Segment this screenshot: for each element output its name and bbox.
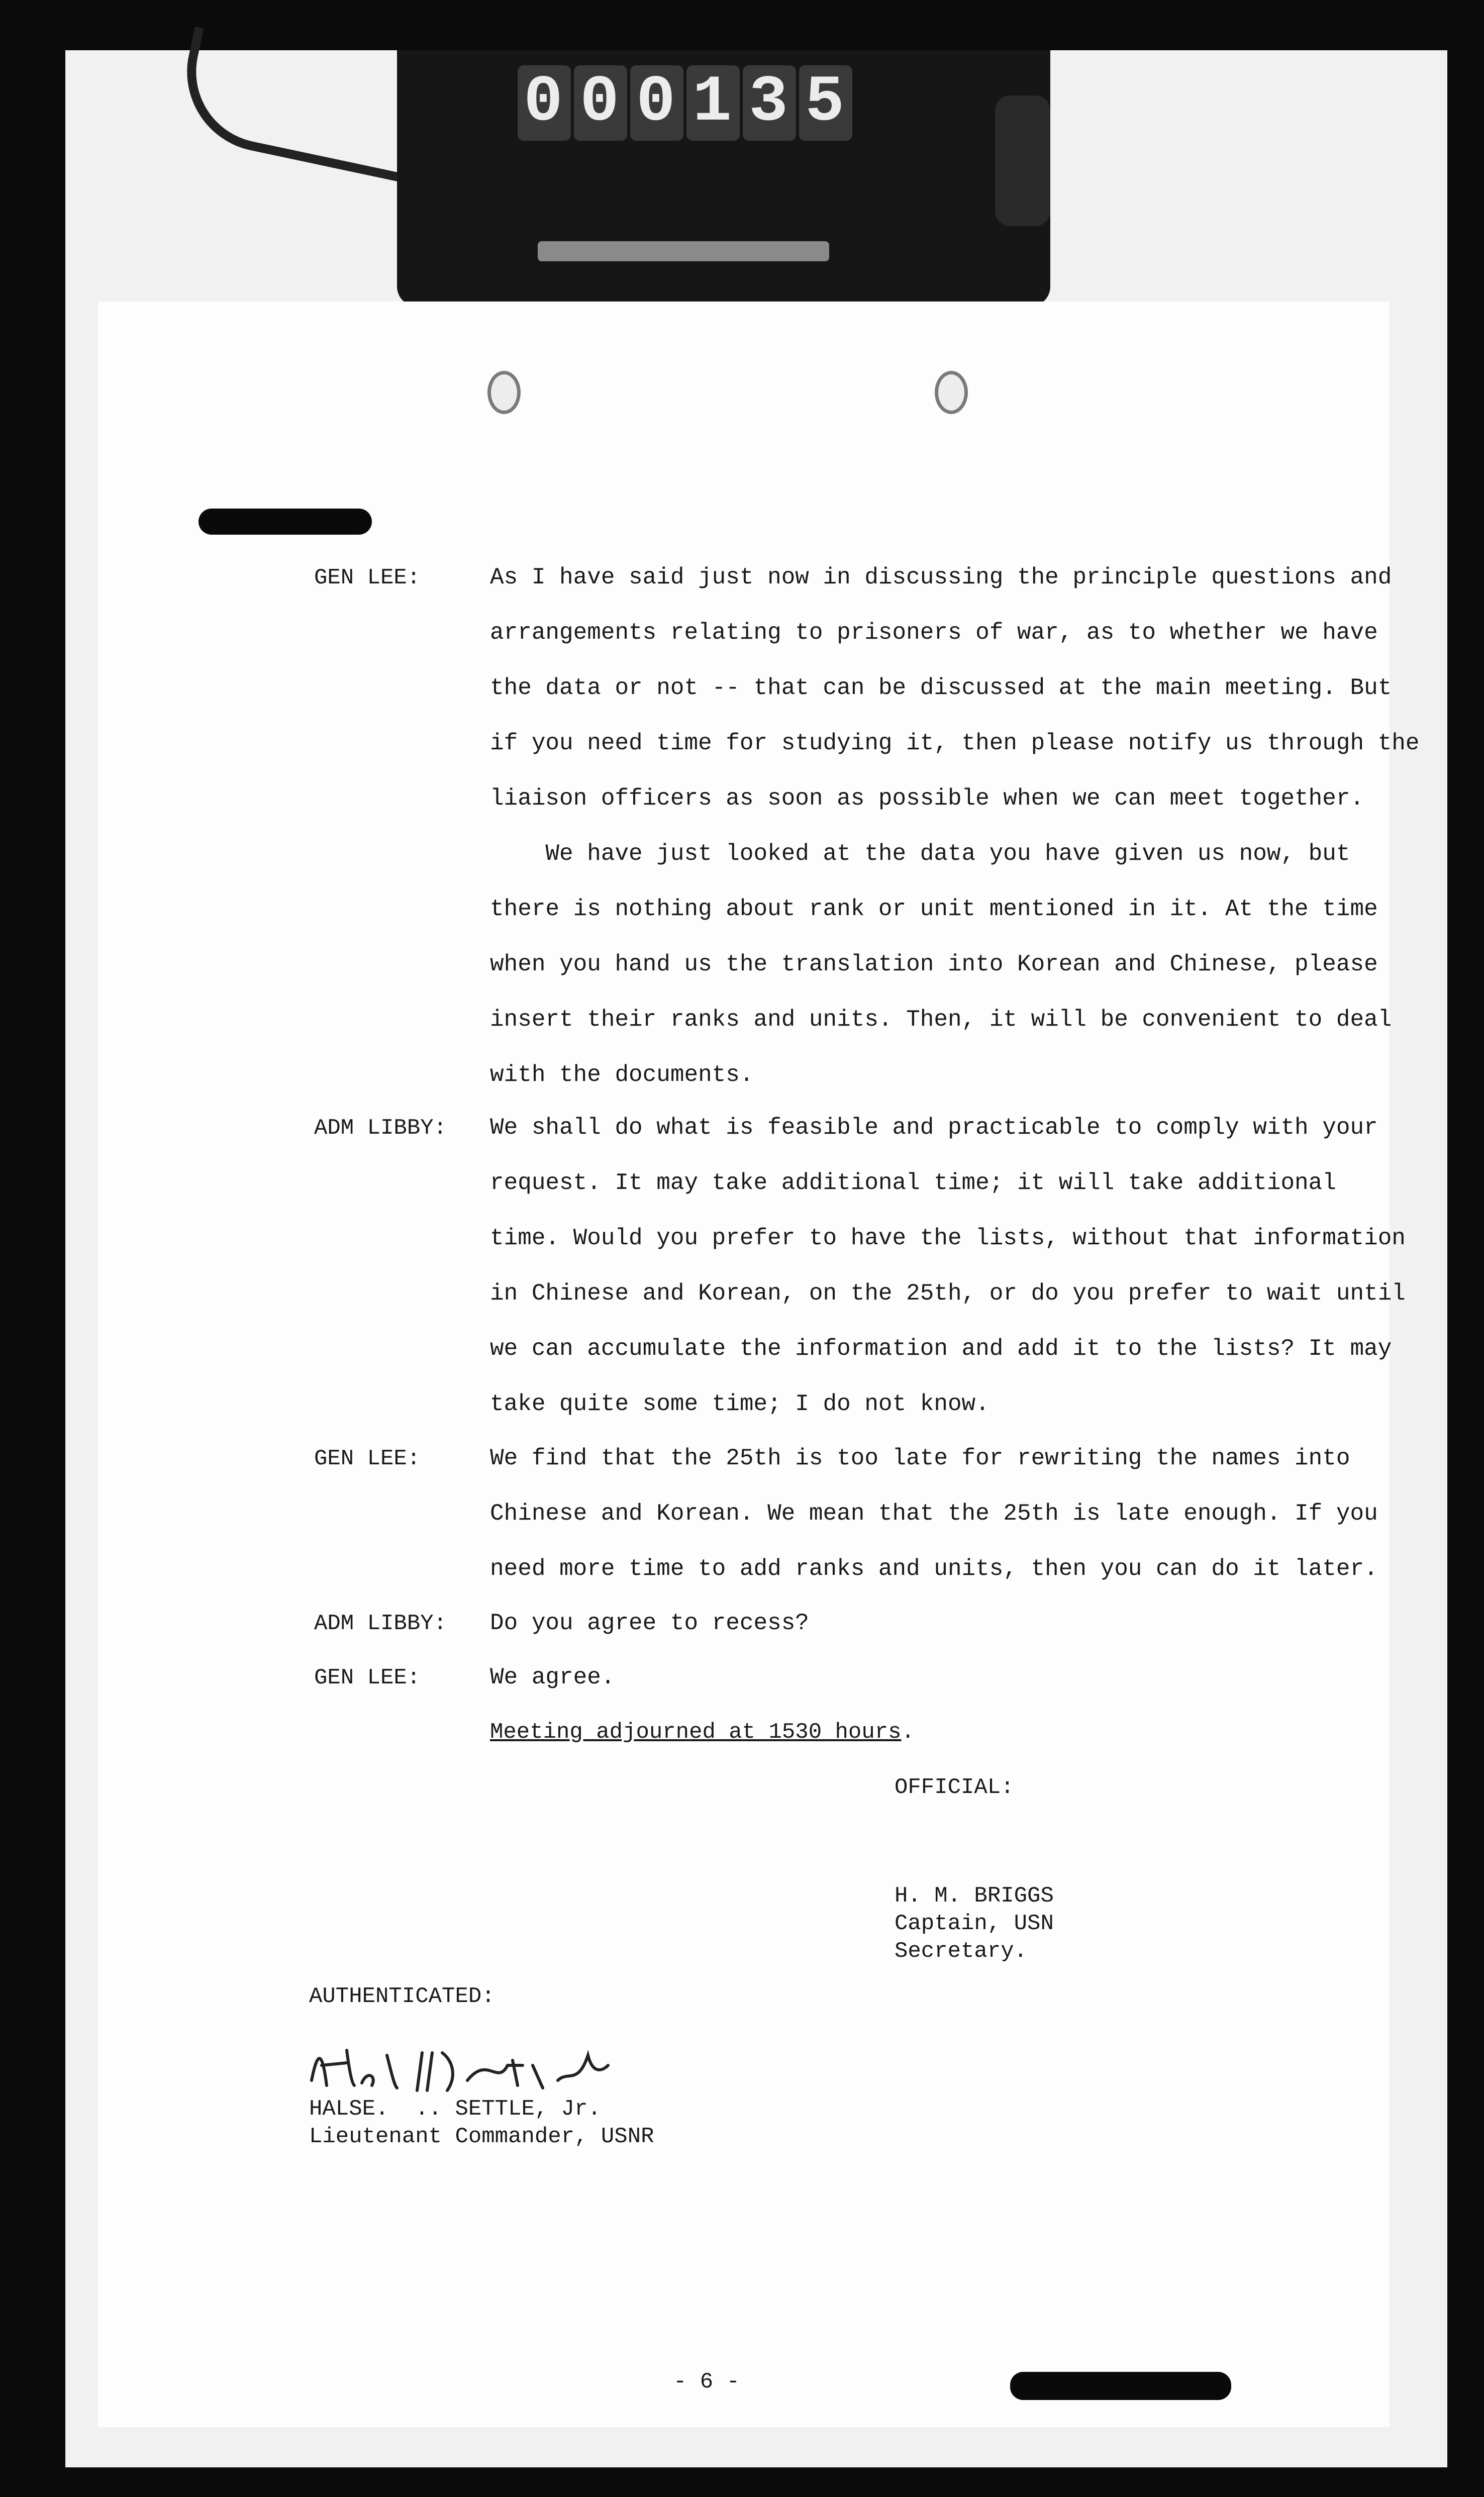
adjournment-text: Meeting adjourned at 1530 hours: [490, 1720, 902, 1745]
dialogue-line: As I have said just now in discussing the principle questions and: [490, 564, 1392, 590]
dialogue-line: insert their ranks and units. Then, it will be convenient to deal: [490, 1007, 1392, 1033]
official-name: H. M. BRIGGS: [895, 1883, 1054, 1909]
speaker-label: ADM LIBBY:: [314, 1116, 447, 1141]
adjournment-period: .: [901, 1720, 915, 1745]
document-page: [98, 302, 1420, 2427]
counter-digit: 0: [574, 65, 627, 141]
dialogue-line: the data or not -- that can be discussed at the main meeting. But: [490, 675, 1392, 701]
counter-digit: 5: [799, 65, 852, 141]
authenticating-officer-name: HALSE. .. SETTLE, Jr.: [309, 2096, 601, 2122]
dialogue-line: arrangements relating to prisoners of war, as to whether we have: [490, 620, 1378, 646]
counter-digit: 0: [518, 65, 571, 141]
handwritten-signature: [307, 2035, 613, 2106]
dialogue-line: request. It may take additional time; it will take additional: [490, 1170, 1336, 1196]
dialogue-line: liaison officers as soon as possible when we can meet together.: [490, 785, 1364, 812]
dialogue-line: with the documents.: [490, 1062, 754, 1088]
page-number: - 6 -: [673, 2369, 740, 2394]
dialogue-line: take quite some time; I do not know.: [490, 1391, 990, 1417]
speaker-label: GEN LEE:: [314, 565, 421, 590]
official-title: Secretary.: [895, 1939, 1028, 1964]
dialogue-line: Chinese and Korean. We mean that the 25th is late enough. If you: [490, 1501, 1378, 1527]
dialogue-line: if you need time for studying it, then please notify us through the: [490, 730, 1420, 756]
dialogue-line: there is nothing about rank or unit mentioned in it. At the time: [490, 896, 1378, 922]
dialogue-line: Do you agree to recess?: [490, 1610, 809, 1636]
dialogue-line: need more time to add ranks and units, then you can do it later.: [490, 1556, 1378, 1582]
speaker-label: ADM LIBBY:: [314, 1611, 447, 1636]
frame-counter: [397, 50, 1050, 307]
speaker-label: GEN LEE:: [314, 1446, 421, 1471]
speaker-label: GEN LEE:: [314, 1665, 421, 1690]
counter-digit: 0: [630, 65, 683, 141]
punch-hole: [935, 371, 968, 414]
dialogue-line: time. Would you prefer to have the lists, without that information: [490, 1225, 1406, 1251]
dialogue-line: We have just looked at the data you have given us now, but: [490, 841, 1350, 867]
dialogue-line: We find that the 25th is too late for rewriting the names into: [490, 1445, 1350, 1471]
dialogue-line: We shall do what is feasible and practicable to comply with your: [490, 1115, 1378, 1141]
dialogue-line: we can accumulate the information and add it to the lists? It may: [490, 1336, 1392, 1362]
dialogue-line: in Chinese and Korean, on the 25th, or do you prefer to wait until: [490, 1280, 1406, 1307]
punch-hole: [487, 371, 521, 414]
authenticated-label: AUTHENTICATED:: [309, 1984, 495, 2009]
counter-digit: 1: [686, 65, 740, 141]
redaction-mark: [199, 509, 372, 535]
redaction-mark: [1010, 2372, 1231, 2400]
counter-plate: [538, 241, 829, 261]
counter-digits: [518, 65, 852, 141]
dialogue-line: We agree.: [490, 1664, 615, 1690]
authenticating-officer-rank: Lieutenant Commander, USNR: [309, 2124, 654, 2149]
official-label: OFFICIAL:: [895, 1775, 1014, 1800]
counter-digit: 3: [743, 65, 796, 141]
official-rank: Captain, USN: [895, 1911, 1054, 1936]
adjournment-note: [490, 1720, 915, 1745]
counter-knob: [995, 95, 1050, 226]
dialogue-line: when you hand us the translation into Korean and Chinese, please: [490, 951, 1378, 977]
